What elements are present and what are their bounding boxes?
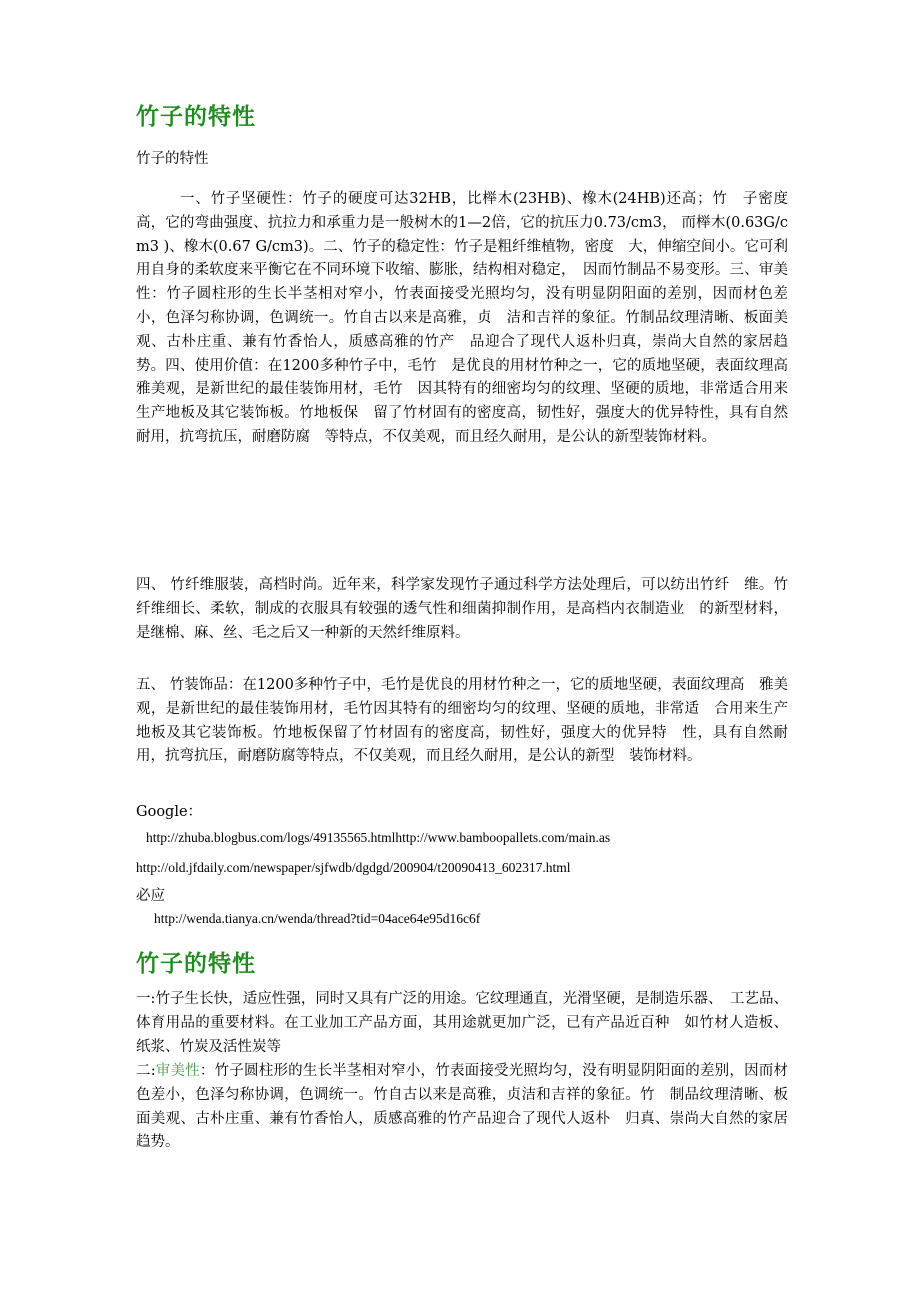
google-link-1[interactable]: http://zhuba.blogbus.com/logs/49135565.htmlhttp://www.bamboopallets.com/main.as (146, 830, 611, 845)
paragraph-growth: 一:竹子生长快，适应性强，同时又具有广泛的用途。它纹理通直，光滑坚硬，是制造乐器、 工艺品、体育用品的重要材料。在工业加工产品方面，其用途就更加广泛，已有产品近百种 如竹材人造板、纸浆、竹炭及活性炭等 (136, 991, 788, 1055)
section-title: 竹子的特性 (136, 104, 256, 130)
google-link-2[interactable]: http://old.jfdaily.com/newspaper/sjfwdb/dgdgd/200904/t20090413_602317.html (136, 860, 571, 875)
section-subtitle: 竹子的特性 (136, 151, 209, 167)
paragraph-bamboo-fiber: 四、 竹纤维服装，高档时尚。近年来，科学家发现竹子通过科学方法处理后，可以纺出竹纤 维。竹纤维细长、柔软，制成的衣服具有较强的透气性和细菌抑制作用，是高档内衣制造业 的新型材料，是继棉、麻、丝、毛之后又一种新的天然纤维原料。 (136, 577, 788, 641)
paragraph-aesthetics (136, 1060, 788, 1155)
paragraph-prefix: 二: (136, 1063, 156, 1079)
paragraph-properties: 一、竹子坚硬性：竹子的硬度可达32HB，比榉木(23HB)、橡木(24HB)还高；竹 子密度高，它的弯曲强度、抗拉力和承重力是一般树木的1—2倍，它的抗压力0.73/cm3， 而榉木(0.63G/cm3 )、橡木(0.67 G/cm3)。二、竹子的稳定性：竹子是粗纤维植物，密度 大，伸缩空间小。它可利用自身的柔软度来平衡它在不同环境下收缩、膨胀，结构相对稳定， 因而竹制品不易变形。三、审美性：竹子圆柱形的生长半茎相对窄小，竹表面接受光照均匀，没有明显阴阳面的差别，因而材色差小，色泽匀称协调，色调统一。竹自古以来是高雅，贞 洁和吉祥的象征。竹制品纹理清晰、板面美观、古朴庄重、兼有竹香怡人，质感高雅的竹产 品迎合了现代人返朴归真，崇尚大自然的家居趋势。四、使用价值：在1200多种竹子中，毛竹 是优良的用材竹种之一，它的质地坚硬，表面纹理高雅美观，是新世纪的最佳装饰用材，毛竹 因其特有的细密均匀的纹理、坚硬的质地，非常适合用来生产地板及其它装饰板。竹地板保 留了竹材固有的密度高，韧性好，强度大的优异特性，具有自然耐用，抗弯抗压，耐磨防腐 等特点，不仅美观，而且经久耐用，是公认的新型装饰材料。 (136, 191, 788, 445)
google-label: Google： (136, 804, 203, 820)
paragraph-text: ：竹子圆柱形的生长半茎相对窄小，竹表面接受光照均匀，没有明显阴阳面的差别，因而材色差小，色泽匀称协调，色调统一。竹自古以来是高雅，贞洁和吉祥的象征。竹 制品纹理清晰、板面美观、古朴庄重、兼有竹香怡人，质感高雅的竹产品迎合了现代人返朴 归真、崇尚大自然的家居趋势。 (136, 1063, 788, 1151)
section-title-2: 竹子的特性 (136, 951, 256, 977)
bing-link[interactable]: http://wenda.tianya.cn/wenda/thread?tid=04ace64e95d16c6f (154, 911, 481, 926)
aesthetics-highlight: 审美性 (155, 1063, 200, 1079)
paragraph-bamboo-decoration: 五、 竹装饰品：在1200多种竹子中，毛竹是优良的用材竹种之一，它的质地坚硬，表面纹理高 雅美观，是新世纪的最佳装饰用材，毛竹因其特有的细密均匀的纹理、坚硬的质地，非常适 合用来生产地板及其它装饰板。竹地板保留了竹材固有的密度高，韧性好，强度大的优异特 性，具有自然耐用，抗弯抗压，耐磨防腐等特点，不仅美观，而且经久耐用，是公认的新型 装饰材料。 (136, 677, 788, 765)
bing-label: 必应 (136, 888, 165, 904)
